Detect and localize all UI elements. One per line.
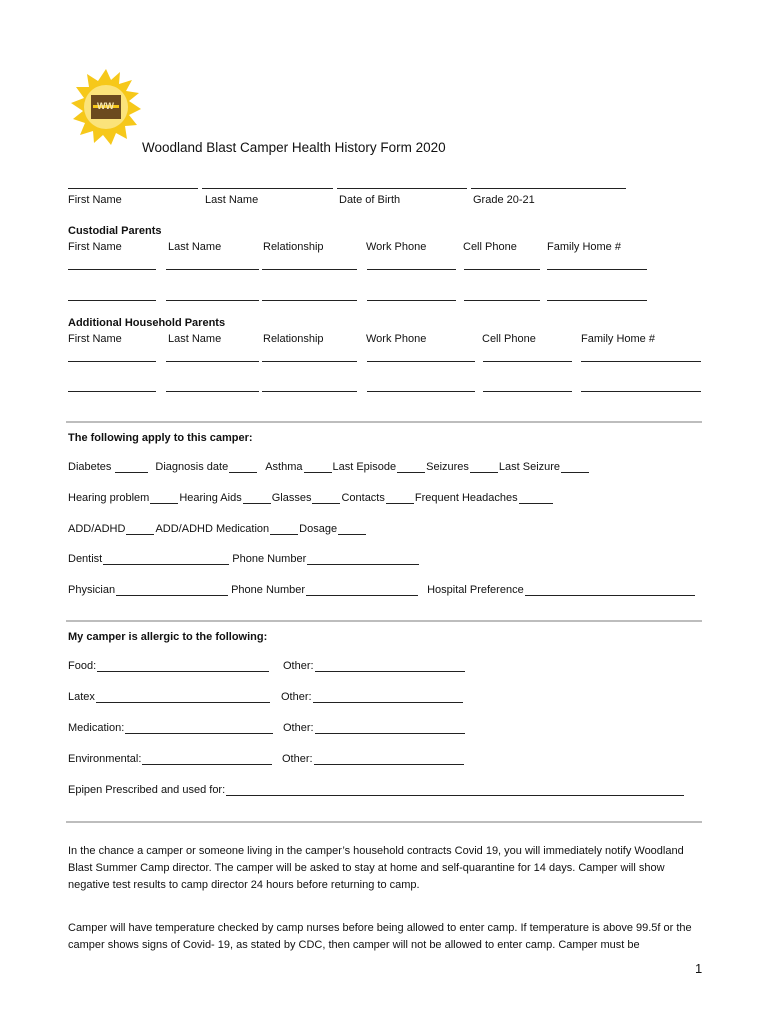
physician-field[interactable] <box>116 586 228 596</box>
additional-col-work-phone: Work Phone <box>366 333 427 345</box>
conditions-row-1 <box>68 462 590 473</box>
custodial-2-last-name[interactable] <box>166 300 259 301</box>
allergies-heading: My camper is allergic to the following: <box>68 631 268 643</box>
food-other-label: Other: <box>283 660 314 672</box>
medication-allergy-field[interactable] <box>125 724 273 734</box>
additional-2-first-name[interactable] <box>68 391 156 392</box>
conditions-heading: The following apply to this camper: <box>68 432 253 444</box>
custodial-1-work-phone[interactable] <box>367 269 456 270</box>
additional-2-work-phone[interactable] <box>367 391 475 392</box>
additional-parents-heading: Additional Household Parents <box>68 317 226 329</box>
glasses-field[interactable] <box>312 494 340 504</box>
food-allergy-label: Food: <box>68 660 97 672</box>
custodial-col-first-name: First Name <box>68 241 122 253</box>
conditions-row-4 <box>68 554 420 565</box>
additional-2-family-home[interactable] <box>581 391 701 392</box>
frequent-headaches-label: Frequent Headaches <box>414 492 518 504</box>
last-episode-field[interactable] <box>397 463 425 473</box>
seizures-label: Seizures <box>426 461 469 473</box>
add-adhd-field[interactable] <box>126 525 154 535</box>
dentist-phone-field[interactable] <box>307 555 419 565</box>
custodial-1-cell-phone[interactable] <box>464 269 540 270</box>
hearing-problem-field[interactable] <box>150 494 178 504</box>
custodial-col-family-home: Family Home # <box>547 241 621 253</box>
dosage-label: Dosage <box>299 523 338 535</box>
allergy-row-environmental <box>68 754 273 765</box>
additional-col-relationship: Relationship <box>263 333 324 345</box>
seizures-field[interactable] <box>470 463 498 473</box>
add-adhd-label: ADD/ADHD <box>68 523 126 535</box>
medication-other-label: Other: <box>283 722 314 734</box>
custodial-col-last-name: Last Name <box>168 241 222 253</box>
custodial-1-last-name[interactable] <box>166 269 259 270</box>
environmental-other-field[interactable] <box>314 755 464 765</box>
additional-1-family-home[interactable] <box>581 361 701 362</box>
last-episode-label: Last Episode <box>332 461 397 473</box>
custodial-1-family-home[interactable] <box>547 269 647 270</box>
date-of-birth-field[interactable] <box>337 188 467 189</box>
additional-1-cell-phone[interactable] <box>483 361 572 362</box>
dentist-field[interactable] <box>103 555 229 565</box>
food-allergy-field[interactable] <box>97 662 269 672</box>
diabetes-field[interactable] <box>115 463 148 473</box>
allergy-row-food <box>68 661 270 672</box>
contacts-label: Contacts <box>341 492 385 504</box>
form-title: Woodland Blast Camper Health History Form 2020 <box>142 140 446 155</box>
medication-allergy-label: Medication: <box>68 722 125 734</box>
epipen-label: Epipen Prescribed and used for: <box>68 784 226 796</box>
conditions-row-5 <box>68 585 696 596</box>
hearing-aids-label: Hearing Aids <box>179 492 242 504</box>
epipen-row <box>68 785 685 796</box>
additional-1-first-name[interactable] <box>68 361 156 362</box>
custodial-parents-heading: Custodial Parents <box>68 225 162 237</box>
hearing-aids-field[interactable] <box>243 494 271 504</box>
last-name-field[interactable] <box>202 188 333 189</box>
additional-2-last-name[interactable] <box>166 391 259 392</box>
additional-col-family-home: Family Home # <box>581 333 655 345</box>
food-other-field[interactable] <box>315 662 465 672</box>
dentist-phone-label: Phone Number <box>232 553 307 565</box>
allergy-row-latex <box>68 692 271 703</box>
allergy-row-food-other <box>283 661 466 672</box>
environmental-allergy-label: Environmental: <box>68 753 142 765</box>
additional-1-last-name[interactable] <box>166 361 259 362</box>
custodial-col-relationship: Relationship <box>263 241 324 253</box>
physician-phone-field[interactable] <box>306 586 418 596</box>
last-seizure-field[interactable] <box>561 463 589 473</box>
custodial-2-work-phone[interactable] <box>367 300 456 301</box>
latex-other-label: Other: <box>281 691 312 703</box>
asthma-label: Asthma <box>265 461 303 473</box>
dentist-label: Dentist <box>68 553 103 565</box>
additional-2-relationship[interactable] <box>262 391 357 392</box>
custodial-2-cell-phone[interactable] <box>464 300 540 301</box>
custodial-2-family-home[interactable] <box>547 300 647 301</box>
medication-other-field[interactable] <box>315 724 465 734</box>
frequent-headaches-field[interactable] <box>519 494 553 504</box>
allergy-row-environmental-other <box>282 754 465 765</box>
allergy-row-latex-other <box>281 692 464 703</box>
section-divider <box>66 821 702 823</box>
diagnosis-date-label: Diagnosis date <box>155 461 229 473</box>
custodial-col-cell-phone: Cell Phone <box>463 241 517 253</box>
grade-label: Grade 20-21 <box>473 194 535 206</box>
physician-label: Physician <box>68 584 116 596</box>
custodial-2-first-name[interactable] <box>68 300 156 301</box>
conditions-row-2 <box>68 493 554 504</box>
last-name-label: Last Name <box>205 194 259 206</box>
add-adhd-medication-field[interactable] <box>270 525 298 535</box>
first-name-field[interactable] <box>68 188 198 189</box>
custodial-1-relationship[interactable] <box>262 269 357 270</box>
allergy-row-medication <box>68 723 274 734</box>
additional-1-relationship[interactable] <box>262 361 357 362</box>
hearing-problem-label: Hearing problem <box>68 492 150 504</box>
contacts-field[interactable] <box>386 494 414 504</box>
asthma-field[interactable] <box>304 463 332 473</box>
latex-allergy-field[interactable] <box>96 693 270 703</box>
first-name-label: First Name <box>68 194 122 206</box>
camp-logo <box>70 66 142 148</box>
epipen-field[interactable] <box>226 786 684 796</box>
additional-col-cell-phone: Cell Phone <box>482 333 536 345</box>
date-of-birth-label: Date of Birth <box>339 194 401 206</box>
hospital-preference-label: Hospital Preference <box>427 584 524 596</box>
latex-allergy-label: Latex <box>68 691 95 703</box>
glasses-label: Glasses <box>271 492 312 504</box>
dosage-field[interactable] <box>338 525 366 535</box>
logo-text: WW <box>97 101 114 111</box>
diagnosis-date-field[interactable] <box>229 463 257 473</box>
custodial-col-work-phone: Work Phone <box>366 241 427 253</box>
conditions-row-3 <box>68 524 367 535</box>
add-adhd-medication-label: ADD/ADHD Medication <box>155 523 270 535</box>
environmental-other-label: Other: <box>282 753 313 765</box>
additional-2-cell-phone[interactable] <box>483 391 572 392</box>
additional-col-last-name: Last Name <box>168 333 222 345</box>
diabetes-label: Diabetes <box>68 461 112 473</box>
custodial-1-first-name[interactable] <box>68 269 156 270</box>
latex-other-field[interactable] <box>313 693 463 703</box>
grade-field[interactable] <box>471 188 626 189</box>
allergy-row-medication-other <box>283 723 466 734</box>
additional-col-first-name: First Name <box>68 333 122 345</box>
section-divider <box>66 620 702 622</box>
section-divider <box>66 421 702 423</box>
environmental-allergy-field[interactable] <box>142 755 272 765</box>
hospital-preference-field[interactable] <box>525 586 695 596</box>
page-number: 1 <box>695 961 703 976</box>
physician-phone-label: Phone Number <box>231 584 306 596</box>
covid-notice-paragraph: In the chance a camper or someone living in the camper’s household contracts Covid 19, you will immediately notify Woodland Blast Summer Camp director. The camper will be asked to stay at home and self-quarantine for 14 days. Camper will show negative test results to camp director 24 hours before returning to camp. <box>68 845 684 891</box>
temperature-policy-paragraph: Camper will have temperature checked by camp nurses before being allowed to enter camp. If temperature is above 99.5f or the camper shows signs of Covid- 19, as stated by CDC, then camper will not be allowed to enter camp. Camper must be <box>68 922 692 951</box>
last-seizure-label: Last Seizure <box>498 461 561 473</box>
custodial-2-relationship[interactable] <box>262 300 357 301</box>
additional-1-work-phone[interactable] <box>367 361 475 362</box>
